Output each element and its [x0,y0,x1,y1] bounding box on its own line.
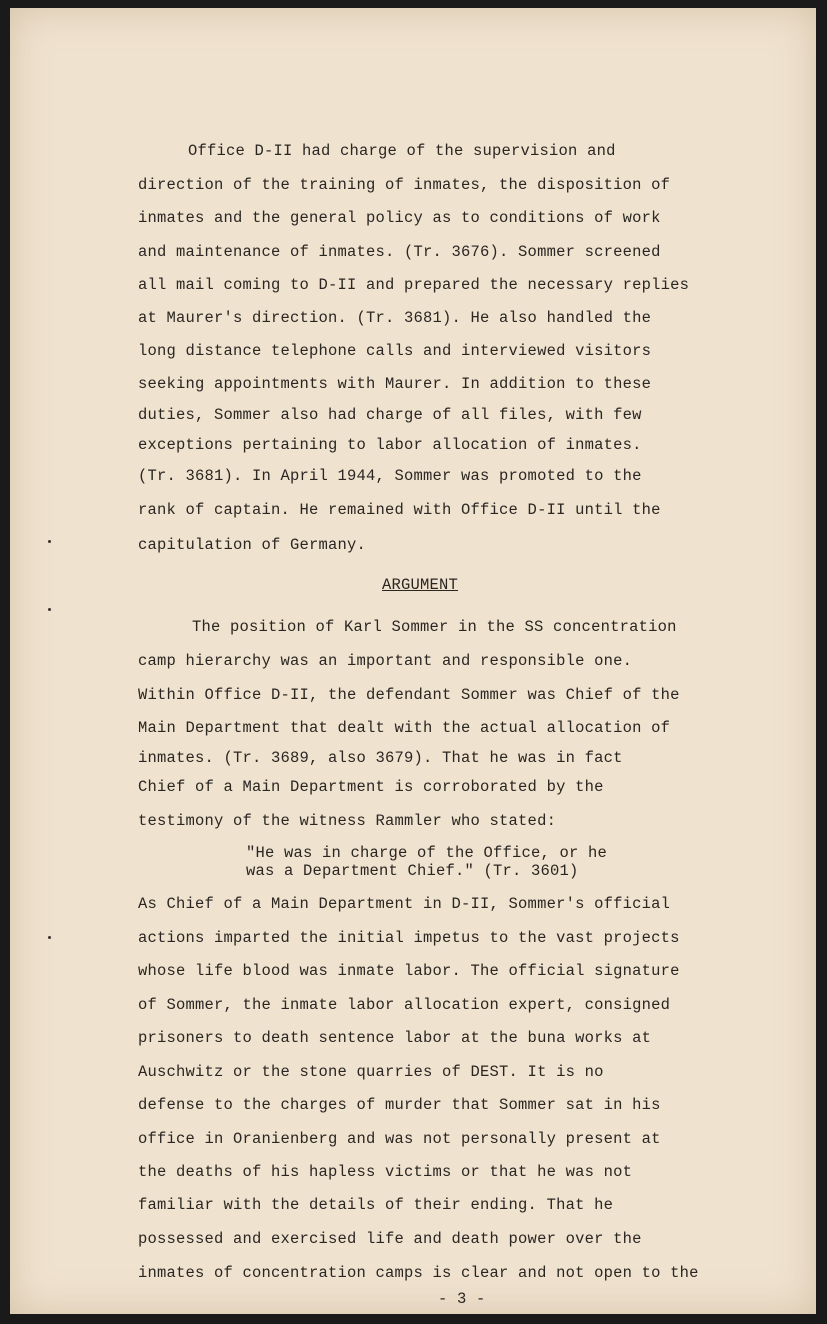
text-line: camp hierarchy was an important and responsible one. [138,652,633,670]
text-line: inmates. (Tr. 3689, also 3679). That he was in fact [138,749,623,767]
text-line: inmates and the general policy as to conditions of work [138,209,661,227]
text-line: inmates of concentration camps is clear and not open to the [138,1264,699,1282]
text-line: (Tr. 3681). In April 1944, Sommer was promoted to the [138,467,642,485]
text-line: Chief of a Main Department is corroborated by the [138,778,604,796]
text-line: As Chief of a Main Department in D-II, Sommer's official [138,895,671,913]
text-line: capitulation of Germany. [138,536,367,554]
text-line: exceptions pertaining to labor allocation of inmates. [138,436,642,454]
text-line: long distance telephone calls and interviewed visitors [138,342,652,360]
text-line: Main Department that dealt with the actual allocation of [138,719,671,737]
text-line: office in Oranienberg and was not personally present at [138,1130,661,1148]
text-line: and maintenance of inmates. (Tr. 3676). Sommer screened [138,243,661,261]
text-line: Auschwitz or the stone quarries of DEST. It is no [138,1063,604,1081]
text-line: rank of captain. He remained with Office D-II until the [138,501,661,519]
text-line: The position of Karl Sommer in the SS concentration [192,618,677,636]
section-heading: ARGUMENT [382,576,459,594]
text-line: of Sommer, the inmate labor allocation expert, consigned [138,996,671,1014]
text-line: defense to the charges of murder that Sommer sat in his [138,1096,661,1114]
text-line: Office D-II had charge of the supervision and [188,142,616,160]
margin-mark [48,608,51,611]
text-line: seeking appointments with Maurer. In addition to these [138,375,652,393]
margin-mark [48,936,51,939]
text-line: Within Office D-II, the defendant Sommer was Chief of the [138,686,680,704]
text-line: possessed and exercised life and death power over the [138,1230,642,1248]
text-line: familiar with the details of their ending. That he [138,1196,614,1214]
document-page [10,8,816,1314]
text-line: direction of the training of inmates, the disposition of [138,176,671,194]
quote-line: "He was in charge of the Office, or he [246,844,608,862]
text-line: prisoners to death sentence labor at the buna works at [138,1029,652,1047]
text-line: testimony of the witness Rammler who stated: [138,812,557,830]
margin-mark [48,540,51,543]
page-number: - 3 - [438,1290,486,1308]
text-line: at Maurer's direction. (Tr. 3681). He also handled the [138,309,652,327]
text-line: actions imparted the initial impetus to the vast projects [138,929,680,947]
text-line: whose life blood was inmate labor. The official signature [138,962,680,980]
text-line: duties, Sommer also had charge of all files, with few [138,406,642,424]
text-line: the deaths of his hapless victims or that he was not [138,1163,633,1181]
quote-line: was a Department Chief." (Tr. 3601) [246,862,579,880]
text-line: all mail coming to D-II and prepared the necessary replies [138,276,690,294]
